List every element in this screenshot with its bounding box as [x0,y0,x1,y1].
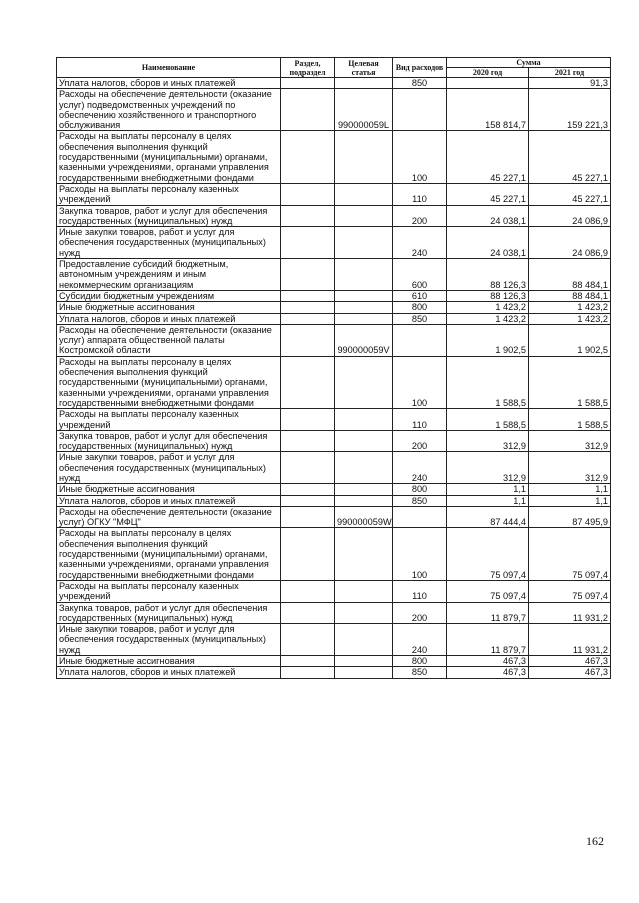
cell-target [335,495,393,506]
table-body [57,78,611,679]
cell-2020: 467,3 [447,667,529,678]
header-sum: Сумма [447,58,611,68]
cell-section [281,89,335,131]
cell-2021: 1 902,5 [529,324,611,356]
header-target: Целевая статья [335,58,393,78]
cell-name: Иные закупки товаров, работ и услуг для обеспечения государственных (муниципальных) нужд [57,624,281,656]
header-year-2020: 2020 год [447,68,529,78]
cell-type: 610 [393,290,447,301]
cell-target [335,78,393,89]
cell-target [335,409,393,431]
cell-type: 800 [393,484,447,495]
cell-type: 850 [393,667,447,678]
cell-target [335,656,393,667]
cell-section [281,205,335,227]
cell-2020 [447,78,529,89]
cell-name: Расходы на обеспечение деятельности (оказание услуг) ОГКУ "МФЦ" [57,506,281,528]
cell-section [281,356,335,408]
cell-target [335,183,393,205]
cell-section [281,452,335,484]
cell-section [281,506,335,528]
header-name: Наименование [57,58,281,78]
cell-name: Расходы на обеспечение деятельности (оказание услуг) подведомственных учреждений по обеспечению хозяйственного и транспортного обслуживания [57,89,281,131]
cell-2021: 312,9 [529,452,611,484]
table-row [57,313,611,324]
cell-type [393,89,447,131]
cell-2020: 11 879,7 [447,624,529,656]
cell-name: Расходы на обеспечение деятельности (оказание услуг) аппарата общественной палаты Костромской области [57,324,281,356]
table-row [57,602,611,624]
cell-type: 100 [393,356,447,408]
table-row [57,495,611,506]
cell-target [335,528,393,580]
cell-section [281,324,335,356]
table-row [57,580,611,602]
cell-name: Иные закупки товаров, работ и услуг для обеспечения государственных (муниципальных) нужд [57,452,281,484]
header-section: Раздел, подраздел [281,58,335,78]
budget-table [56,57,611,679]
cell-2020: 1 588,5 [447,409,529,431]
cell-type: 200 [393,602,447,624]
cell-section [281,259,335,291]
cell-2020: 88 126,3 [447,290,529,301]
cell-2021: 1,1 [529,495,611,506]
cell-2020: 88 126,3 [447,259,529,291]
cell-target [335,227,393,259]
cell-section [281,624,335,656]
cell-section [281,602,335,624]
cell-section [281,656,335,667]
cell-name: Уплата налогов, сборов и иных платежей [57,78,281,89]
table-row [57,89,611,131]
cell-type [393,506,447,528]
cell-target [335,602,393,624]
cell-type: 800 [393,656,447,667]
cell-name: Иные бюджетные ассигнования [57,484,281,495]
cell-target [335,580,393,602]
cell-2021: 1 423,2 [529,313,611,324]
cell-name: Иные закупки товаров, работ и услуг для обеспечения государственных (муниципальных) нужд [57,227,281,259]
cell-2020: 45 227,1 [447,131,529,183]
cell-type: 850 [393,313,447,324]
cell-section [281,302,335,313]
cell-2021: 1 588,5 [529,356,611,408]
cell-2021: 87 495,9 [529,506,611,528]
cell-type: 200 [393,430,447,452]
table-row [57,656,611,667]
cell-2021: 91,3 [529,78,611,89]
cell-2020: 467,3 [447,656,529,667]
table-row [57,528,611,580]
cell-2021: 75 097,4 [529,580,611,602]
cell-2021: 11 931,2 [529,602,611,624]
cell-target [335,259,393,291]
table-row [57,624,611,656]
table-row [57,78,611,89]
cell-type: 110 [393,409,447,431]
cell-type: 240 [393,624,447,656]
table-row [57,356,611,408]
table-row [57,183,611,205]
cell-2021: 75 097,4 [529,528,611,580]
cell-type: 600 [393,259,447,291]
table-row [57,227,611,259]
cell-2021: 1 423,2 [529,302,611,313]
cell-type: 850 [393,495,447,506]
cell-type: 850 [393,78,447,89]
cell-type: 200 [393,205,447,227]
cell-2020: 75 097,4 [447,580,529,602]
cell-target [335,484,393,495]
cell-2021: 1 588,5 [529,409,611,431]
cell-name: Расходы на выплаты персоналу в целях обеспечения выполнения функций государственными (муниципальными) органами, казенными учреждениями, органами управления государственными внебюджетными фондами [57,528,281,580]
cell-target: 990000059W [335,506,393,528]
cell-2021: 24 086,9 [529,227,611,259]
cell-name: Расходы на выплаты персоналу в целях обеспечения выполнения функций государственными (муниципальными) органами, казенными учреждениями, органами управления государственными внебюджетными фондами [57,131,281,183]
cell-2021: 467,3 [529,667,611,678]
cell-target [335,302,393,313]
cell-2020: 1 588,5 [447,356,529,408]
cell-name: Расходы на выплаты персоналу казенных учреждений [57,409,281,431]
cell-type: 240 [393,452,447,484]
cell-2021: 24 086,9 [529,205,611,227]
cell-2021: 45 227,1 [529,131,611,183]
cell-2020: 1 902,5 [447,324,529,356]
cell-type: 100 [393,528,447,580]
table-row [57,302,611,313]
cell-name: Предоставление субсидий бюджетным, автономным учреждениям и иным некоммерческим организациям [57,259,281,291]
page-number: 162 [586,834,604,848]
table-row [57,324,611,356]
cell-type: 100 [393,131,447,183]
cell-2021: 45 227,1 [529,183,611,205]
cell-2020: 24 038,1 [447,227,529,259]
cell-2020: 11 879,7 [447,602,529,624]
cell-section [281,528,335,580]
cell-target [335,430,393,452]
table-row [57,506,611,528]
cell-2020: 75 097,4 [447,528,529,580]
table-header [57,58,611,78]
cell-section [281,430,335,452]
cell-2021: 88 484,1 [529,259,611,291]
cell-2020: 87 444,4 [447,506,529,528]
cell-2020: 1 423,2 [447,302,529,313]
cell-2020: 24 038,1 [447,205,529,227]
cell-type: 110 [393,183,447,205]
table-row [57,205,611,227]
cell-2021: 88 484,1 [529,290,611,301]
table-row [57,409,611,431]
table-row [57,430,611,452]
cell-2021: 11 931,2 [529,624,611,656]
table-row [57,667,611,678]
cell-section [281,667,335,678]
cell-target [335,452,393,484]
cell-section [281,409,335,431]
cell-2020: 1,1 [447,495,529,506]
cell-target [335,205,393,227]
header-type: Вид расходов [393,58,447,78]
cell-name: Закупка товаров, работ и услуг для обеспечения государственных (муниципальных) нужд [57,602,281,624]
cell-name: Расходы на выплаты персоналу казенных учреждений [57,580,281,602]
cell-2021: 467,3 [529,656,611,667]
table-row [57,290,611,301]
cell-section [281,580,335,602]
cell-name: Расходы на выплаты персоналу в целях обеспечения выполнения функций государственными (муниципальными) органами, казенными учреждениями, органами управления государственными внебюджетными фондами [57,356,281,408]
cell-target [335,667,393,678]
cell-section [281,495,335,506]
table-row [57,452,611,484]
cell-target: 990000059L [335,89,393,131]
cell-name: Уплата налогов, сборов и иных платежей [57,313,281,324]
cell-2021: 159 221,3 [529,89,611,131]
cell-target: 990000059V [335,324,393,356]
table-row [57,259,611,291]
cell-name: Иные бюджетные ассигнования [57,302,281,313]
cell-target [335,313,393,324]
table-row [57,131,611,183]
cell-2021: 1,1 [529,484,611,495]
cell-name: Иные бюджетные ассигнования [57,656,281,667]
cell-2020: 45 227,1 [447,183,529,205]
cell-type: 240 [393,227,447,259]
cell-name: Расходы на выплаты персоналу казенных учреждений [57,183,281,205]
cell-name: Закупка товаров, работ и услуг для обеспечения государственных (муниципальных) нужд [57,205,281,227]
cell-2020: 1 423,2 [447,313,529,324]
cell-2020: 312,9 [447,430,529,452]
cell-name: Субсидии бюджетным учреждениям [57,290,281,301]
cell-2021: 312,9 [529,430,611,452]
cell-section [281,290,335,301]
cell-section [281,183,335,205]
cell-name: Уплата налогов, сборов и иных платежей [57,667,281,678]
cell-type [393,324,447,356]
cell-section [281,227,335,259]
cell-section [281,484,335,495]
cell-target [335,290,393,301]
cell-target [335,356,393,408]
cell-section [281,131,335,183]
header-year-2021: 2021 год [529,68,611,78]
cell-section [281,78,335,89]
cell-target [335,624,393,656]
cell-2020: 1,1 [447,484,529,495]
cell-2020: 158 814,7 [447,89,529,131]
cell-2020: 312,9 [447,452,529,484]
cell-section [281,313,335,324]
cell-type: 110 [393,580,447,602]
cell-name: Закупка товаров, работ и услуг для обеспечения государственных (муниципальных) нужд [57,430,281,452]
table-row [57,484,611,495]
cell-type: 800 [393,302,447,313]
cell-name: Уплата налогов, сборов и иных платежей [57,495,281,506]
cell-target [335,131,393,183]
